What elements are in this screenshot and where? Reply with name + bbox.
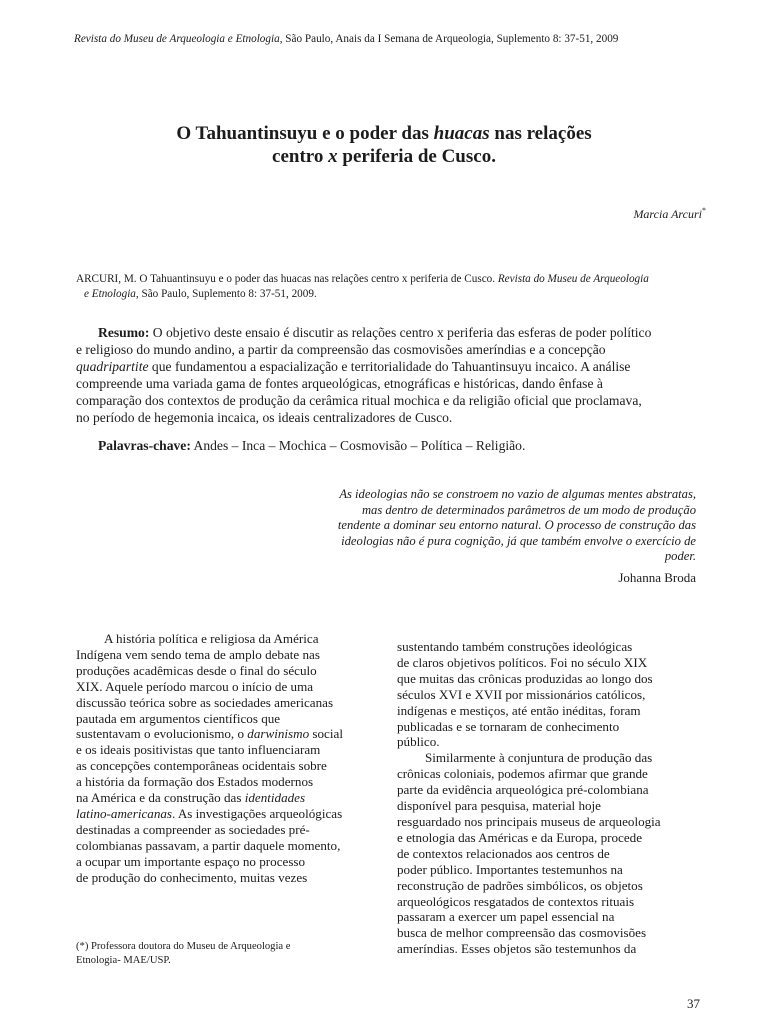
epigraph-author: Johanna Broda <box>618 570 696 585</box>
footnote-line: (*) Professora doutora do Museu de Arqueologia e <box>76 941 291 952</box>
epigraph-line: mas dentro de determinados parâmetros de um modo de produção <box>361 502 696 517</box>
body-line: destinadas a compreender as sociedades pré- <box>76 821 310 837</box>
body-line: e etnologia das Américas e da Europa, procede <box>397 829 643 845</box>
abstract-text: que fundamentou a espacialização e territorialidade do Tahuantinsuyu incaico. A análise <box>148 359 631 374</box>
citation-block <box>76 272 696 302</box>
body-text: . As investigações arqueológicas <box>172 805 343 821</box>
body-line: discussão teórica sobre as sociedades americanas <box>76 694 334 710</box>
footnote-line: Etnologia- MAE/USP. <box>76 955 171 966</box>
body-column-right <box>397 639 701 957</box>
body-line: Similarmente à conjuntura de produção das <box>425 750 653 766</box>
body-line: disponível para pesquisa, material hoje <box>397 798 601 814</box>
running-header <box>74 32 714 46</box>
body-line: publicadas e se tornaram de conhecimento <box>397 718 620 734</box>
body-line: crônicas coloniais, podemos afirmar que grande <box>397 766 648 782</box>
body-line: séculos XVI e XVII por missionários católicos, <box>397 686 646 702</box>
body-line: público. <box>397 734 440 750</box>
body-line: colombianas passavam, a partir daquele momento, <box>76 837 341 853</box>
citation-journal: Revista do Museu de Arqueologia <box>497 273 649 285</box>
citation-line-2 <box>76 287 696 302</box>
body-line: busca de melhor compreensão das cosmovisões <box>397 925 647 941</box>
keywords-text: Andes – Inca – Mochica – Cosmovisão – Política – Religião. <box>190 438 526 453</box>
body-text: sustentavam o evolucionismo, o <box>76 726 248 742</box>
citation-text: , São Paulo, Suplemento 8: 37-51, 2009. <box>135 288 317 300</box>
author-footnote-mark: * <box>702 206 706 215</box>
body-line: arqueológicos resgatados de contextos rituais <box>397 893 635 909</box>
abstract-line <box>76 358 706 375</box>
header-details: , São Paulo, Anais da I Semana de Arqueologia, Suplemento 8: 37-51, 2009 <box>279 33 619 45</box>
author <box>633 206 706 222</box>
keywords-label: Palavras-chave: <box>98 438 191 453</box>
title-text: centro <box>272 146 329 167</box>
body-line: sustentando também construções ideológicas <box>397 639 633 654</box>
epigraph-line: tendente a dominar seu entorno natural. O processo de construção das <box>337 518 696 533</box>
abstract <box>76 324 706 426</box>
body-line: parte da evidência arqueológica pré-colombiana <box>397 782 649 798</box>
abstract-line: e religioso do mundo andino, a partir da compreensão das cosmovisões ameríndias e a concepção <box>76 342 606 357</box>
citation-text: ARCURI, M. O Tahuantinsuyu e o poder das huacas nas relações centro x periferia de Cusco. <box>76 273 498 285</box>
citation-line-1 <box>76 272 696 287</box>
body-line: de produção do conhecimento, muitas vezes <box>76 869 308 885</box>
author-name: Marcia Arcuri <box>633 207 702 221</box>
abstract-line: comparação dos contextos de produção da cerâmica ritual mochica e da religião oficial que proclamava, <box>76 393 642 408</box>
body-line: resguardado nos principais museus de arqueologia <box>397 813 661 829</box>
citation-journal: e Etnologia <box>84 288 136 300</box>
body-line: poder público. Importantes testemunhos na <box>397 861 623 877</box>
body-line: a história da formação dos Estados modernos <box>76 774 314 790</box>
body-line <box>76 790 376 806</box>
body-line: Indígena vem sendo tema de amplo debate nas <box>76 646 320 662</box>
title-text: periferia de Cusco. <box>337 146 496 167</box>
body-column-left <box>76 631 376 886</box>
title-line-2 <box>0 145 768 168</box>
title-italic: huacas <box>433 123 490 144</box>
abstract-line <box>76 324 706 341</box>
journal-name: Revista do Museu de Arqueologia e Etnologia <box>74 33 280 45</box>
body-italic: darwinismo <box>247 726 310 742</box>
body-text: social <box>309 726 343 742</box>
epigraph-line: poder. <box>664 549 696 564</box>
title-line-1 <box>0 122 768 145</box>
title-text: nas relações <box>489 123 592 144</box>
body-line: passaram a exercer um papel essencial na <box>397 909 615 925</box>
keywords <box>98 438 525 454</box>
body-line: indígenas e mestiços, até então inéditas, foram <box>397 702 641 718</box>
abstract-line: compreende uma variada gama de fontes arqueológicas, etnográficas e históricas, dando ênfase à <box>76 376 603 391</box>
body-text: na América e da construção das <box>76 790 245 806</box>
footnote <box>76 940 366 968</box>
title-text: O Tahuantinsuyu e o poder das <box>176 123 434 144</box>
body-line: XIX. Aquele período marcou o início de uma <box>76 678 314 694</box>
abstract-line: no período de hegemonia incaica, os ideais centralizadores de Cusco. <box>76 410 453 425</box>
body-line: e os ideais positivistas que tanto influenciaram <box>76 742 321 758</box>
body-italic: identidades <box>244 790 306 806</box>
title-italic: x <box>328 146 338 167</box>
body-line: que muitas das crônicas produzidas ao longo dos <box>397 670 653 686</box>
epigraph-line: ideologias não é pura cognição, já que também envolve o exercício de <box>341 533 696 548</box>
epigraph-line: As ideologias não se constroem no vazio de algumas mentes abstratas, <box>339 487 696 501</box>
epigraph <box>256 487 696 565</box>
body-line: reconstrução de padrões simbólicos, os objetos <box>397 877 643 893</box>
body-line: A história política e religiosa da América <box>104 631 319 646</box>
body-italic: latino-americanas <box>76 805 173 821</box>
abstract-text: O objetivo deste ensaio é discutir as relações centro x periferia das esferas de poder político <box>149 325 652 340</box>
body-line: as concepções contemporâneas ocidentais sobre <box>76 758 327 774</box>
body-line <box>76 726 376 742</box>
article-title <box>0 122 768 168</box>
page-number: 37 <box>687 996 700 1011</box>
body-line: a ocupar um importante espaço no processo <box>76 853 306 869</box>
body-line: ameríndias. Esses objetos são testemunhos da <box>397 941 637 957</box>
body-line: de claros objetivos políticos. Foi no século XIX <box>397 654 648 670</box>
body-line <box>76 806 376 822</box>
body-line: de contextos relacionados aos centros de <box>397 845 610 861</box>
abstract-label: Resumo: <box>98 325 150 340</box>
body-line: produções acadêmicas desde o final do século <box>76 662 317 678</box>
body-line: pautada em argumentos científicos que <box>76 710 281 726</box>
abstract-italic: quadripartite <box>76 359 149 374</box>
